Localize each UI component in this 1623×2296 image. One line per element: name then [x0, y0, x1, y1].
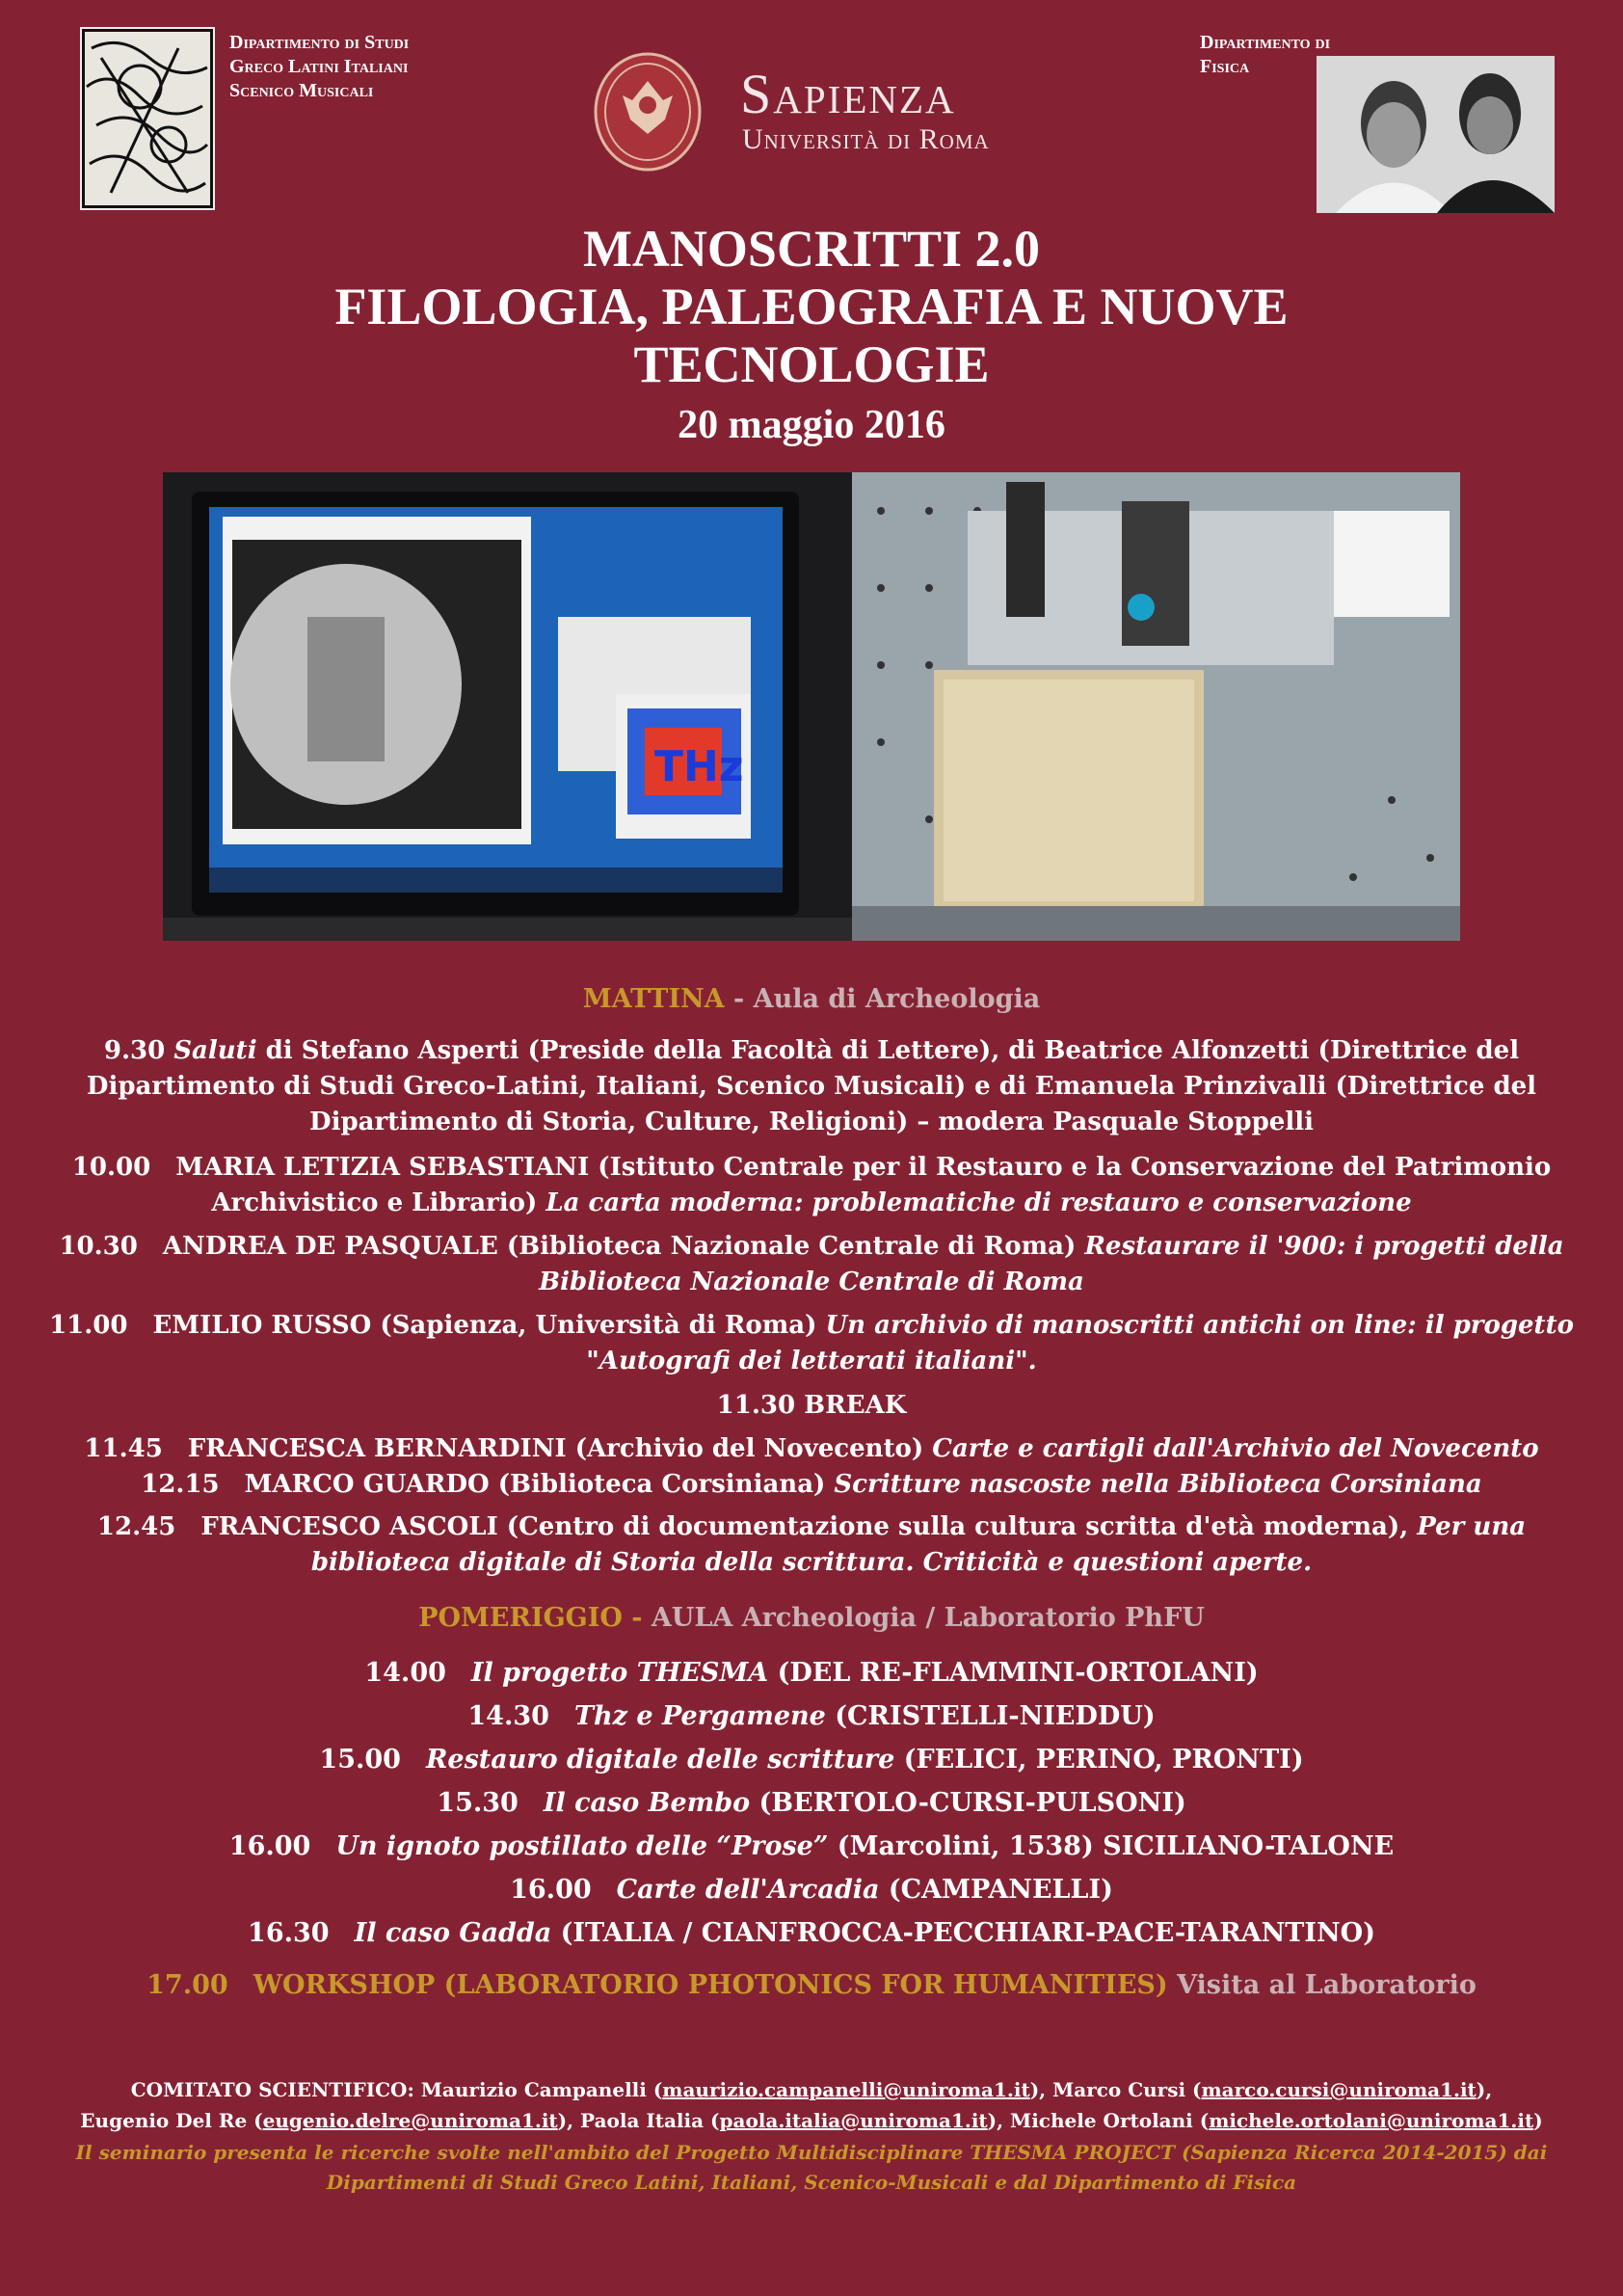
talk-time: 11.45	[84, 1434, 163, 1463]
email-link[interactable]: michele.ortolani@uniroma1.it	[1209, 2109, 1534, 2132]
talk-1245	[0, 1509, 1623, 1581]
list-item	[0, 1738, 1623, 1781]
item-title: Thz e Pergamene	[573, 1701, 826, 1731]
committee-line-2	[0, 2105, 1623, 2136]
left-dept-line: Dipartimento di Studi	[229, 32, 410, 53]
talk-title: Per una	[1417, 1512, 1527, 1541]
talk-1215	[0, 1466, 1623, 1503]
list-item	[0, 1781, 1623, 1825]
talk-title-cont: biblioteca digitale di Storia della scrittura. Criticità e questioni aperte.	[310, 1548, 1313, 1577]
item-title: Il caso Bembo	[543, 1788, 751, 1818]
talk-1000	[0, 1150, 1623, 1221]
right-dept-line: Dipartimento di	[1200, 32, 1331, 53]
talk-1145	[0, 1430, 1623, 1467]
email-link[interactable]: eugenio.delre@uniroma1.it	[262, 2109, 558, 2132]
committee-label: COMITATO SCIENTIFICO:	[130, 2078, 421, 2101]
item-authors: (DEL RE-FLAMMINI-ORTOLANI)	[768, 1658, 1259, 1688]
seminar-note	[0, 2138, 1623, 2198]
talk-speaker: FRANCESCO ASCOLI (Centro di documentazione sulla cultura scritta d'età moderna),	[200, 1512, 1418, 1541]
item-authors: (FELICI, PERINO, PRONTI)	[894, 1745, 1304, 1775]
committee-text: Maurizio Campanelli (	[420, 2078, 663, 2101]
note-line-1: Il seminario presenta le ricerche svolte nell'ambito del Progetto Multidisciplinare THESMA PROJECT (Sapienza Ricerca 2014-2015) dai	[75, 2141, 1548, 2164]
talk-speaker: ANDREA DE PASQUALE (Biblioteca Nazionale Centrale di Roma)	[162, 1232, 1085, 1261]
workshop-label: WORKSHOP (LABORATORIO PHOTONICS FOR HUMANITIES)	[253, 1970, 1168, 2000]
talk-title-cont: "Autografi dei letterati italiani".	[586, 1347, 1037, 1375]
talk-speaker: FRANCESCA BERNARDINI (Archivio del Novecento)	[187, 1434, 933, 1463]
left-dept-line: Scenico Musicali	[229, 80, 374, 101]
morning-location: Aula di Archeologia	[753, 984, 1041, 1014]
morning-label: MATTINA	[582, 984, 725, 1014]
item-time: 16.00	[228, 1831, 311, 1861]
afternoon-sep: -	[622, 1603, 652, 1633]
list-item	[0, 1825, 1623, 1868]
talk-time: 10.30	[59, 1232, 138, 1261]
item-time: 16.30	[248, 1918, 330, 1948]
right-department	[1200, 31, 1330, 79]
talk-time: 12.45	[96, 1512, 176, 1541]
intro-text-1: di Stefano Asperti (Preside della Facoltà di Lettere), di Beatrice Alfonzetti (Direttrice del	[256, 1036, 1520, 1065]
committee-text: ), Michele Ortolani (	[987, 2109, 1210, 2132]
committee-text: ), Paola Italia (	[557, 2109, 720, 2132]
item-authors: (ITALIA / CIANFROCCA-PECCHIARI-PACE-TARANTINO)	[551, 1918, 1375, 1948]
left-department	[229, 31, 409, 103]
talk-1030	[0, 1229, 1623, 1300]
intro-block	[0, 1033, 1623, 1140]
talk-speaker: MARIA LETIZIA SEBASTIANI (Istituto Centrale per il Restauro e la Conservazione del Patrimonio	[175, 1153, 1552, 1182]
intro-line-3: Dipartimento di Storia, Culture, Religioni) – modera Pasquale Stoppelli	[309, 1108, 1314, 1136]
break: 11.30 BREAK	[716, 1391, 907, 1420]
monitor-photo	[163, 472, 852, 941]
committee-text: Eugenio Del Re (	[80, 2109, 263, 2132]
workshop-time: 17.00	[146, 1970, 228, 2000]
talk-affiliation: Archivistico e Librario)	[211, 1188, 546, 1217]
list-item	[0, 1868, 1623, 1911]
talk-title-cont: Biblioteca Nazionale Centrale di Roma	[539, 1268, 1084, 1296]
lab-setup-photo	[852, 472, 1460, 941]
talk-time: 11.00	[49, 1311, 128, 1340]
item-title: Il progetto THESMA	[470, 1658, 769, 1688]
intro-line-2: Dipartimento di Studi Greco-Latini, Italiani, Scenico Musicali) e di Emanuela Prinzivalli (Direttrice del	[86, 1072, 1537, 1101]
afternoon-location: AULA Archeologia / Laboratorio PhFU	[651, 1603, 1205, 1633]
morning-sep: -	[724, 984, 754, 1014]
item-authors: (CAMPANELLI)	[879, 1875, 1113, 1905]
talk-title: Un archivio di manoscritti antichi on line: il progetto	[825, 1311, 1574, 1340]
portrait-photo	[1317, 56, 1555, 213]
talk-title: La carta moderna: problematiche di restauro e conservazione	[545, 1188, 1412, 1217]
list-item	[0, 1911, 1623, 1955]
talk-title: Restaurare il '900: i progetti della	[1084, 1232, 1564, 1261]
thz-screen-label: THz	[654, 742, 744, 791]
sapienza-subtitle: Università di Roma	[742, 123, 990, 155]
title-line-2: FILOLOGIA, PALEOGRAFIA E NUOVE	[334, 278, 1289, 335]
morning-heading	[0, 980, 1623, 1019]
item-authors: (Marcolini, 1538) SICILIANO-TALONE	[828, 1831, 1395, 1861]
item-title: Un ignoto postillato delle “Prose”	[335, 1831, 829, 1861]
item-time: 16.00	[510, 1875, 592, 1905]
afternoon-heading	[0, 1599, 1623, 1638]
item-authors: (CRISTELLI-NIEDDU)	[825, 1701, 1156, 1731]
list-item	[0, 1651, 1623, 1695]
intro-time: 9.30	[103, 1036, 166, 1065]
talk-1100	[0, 1308, 1623, 1379]
email-link[interactable]: paola.italia@uniroma1.it	[719, 2109, 988, 2132]
left-dept-line: Greco Latini Italiani	[229, 56, 409, 77]
sapienza-title: Sapienza	[740, 63, 956, 125]
title-line-1: MANOSCRITTI 2.0	[582, 220, 1041, 278]
workshop	[0, 1966, 1623, 2005]
talk-speaker: EMILIO RUSSO (Sapienza, Università di Roma)	[152, 1311, 826, 1340]
talk-title: Carte e cartigli dall'Archivio del Novecento	[932, 1434, 1539, 1463]
item-time: 14.30	[467, 1701, 549, 1731]
talk-title: Scritture nascoste nella Biblioteca Corsiniana	[834, 1470, 1482, 1499]
talk-time: 10.00	[71, 1153, 151, 1182]
item-title: Restauro digitale delle scritture	[425, 1745, 895, 1775]
workshop-visit: Visita al Laboratorio	[1167, 1970, 1477, 2000]
intro-line-1	[0, 1033, 1623, 1069]
item-title: Carte dell'Arcadia	[616, 1875, 880, 1905]
note-line-2: Dipartimenti di Studi Greco Latini, Italiani, Scenico-Musicali e dal Dipartimento di Fisica	[326, 2171, 1297, 2194]
afternoon-label: POMERIGGIO	[418, 1603, 623, 1633]
list-item	[0, 1695, 1623, 1738]
committee-line-1	[0, 2074, 1623, 2105]
event-date: 20 maggio 2016	[678, 403, 945, 447]
item-authors: (BERTOLO-CURSI-PULSONI)	[750, 1788, 1186, 1818]
committee	[0, 2074, 1623, 2136]
email-link[interactable]: marco.cursi@uniroma1.it	[1201, 2078, 1477, 2101]
title-line-3: TECNOLOGIE	[633, 335, 990, 393]
item-time: 15.30	[437, 1788, 519, 1818]
right-dept-line: Fisica	[1200, 56, 1250, 77]
talk-speaker: MARCO GUARDO (Biblioteca Corsiniana)	[244, 1470, 835, 1499]
committee-text: ), Marco Cursi (	[1029, 2078, 1202, 2101]
item-time: 15.00	[319, 1745, 401, 1775]
email-link[interactable]: maurizio.campanelli@uniroma1.it	[662, 2078, 1030, 2101]
committee-text: )	[1533, 2109, 1543, 2132]
afternoon-list	[0, 1651, 1623, 1955]
committee-text: ),	[1476, 2078, 1493, 2101]
item-title: Il caso Gadda	[354, 1918, 552, 1948]
woodcut-logo	[80, 27, 215, 210]
sapienza-seal-icon	[594, 52, 702, 172]
talk-time: 12.15	[141, 1470, 220, 1499]
item-time: 14.00	[364, 1658, 446, 1688]
intro-saluti: Saluti	[173, 1036, 257, 1065]
